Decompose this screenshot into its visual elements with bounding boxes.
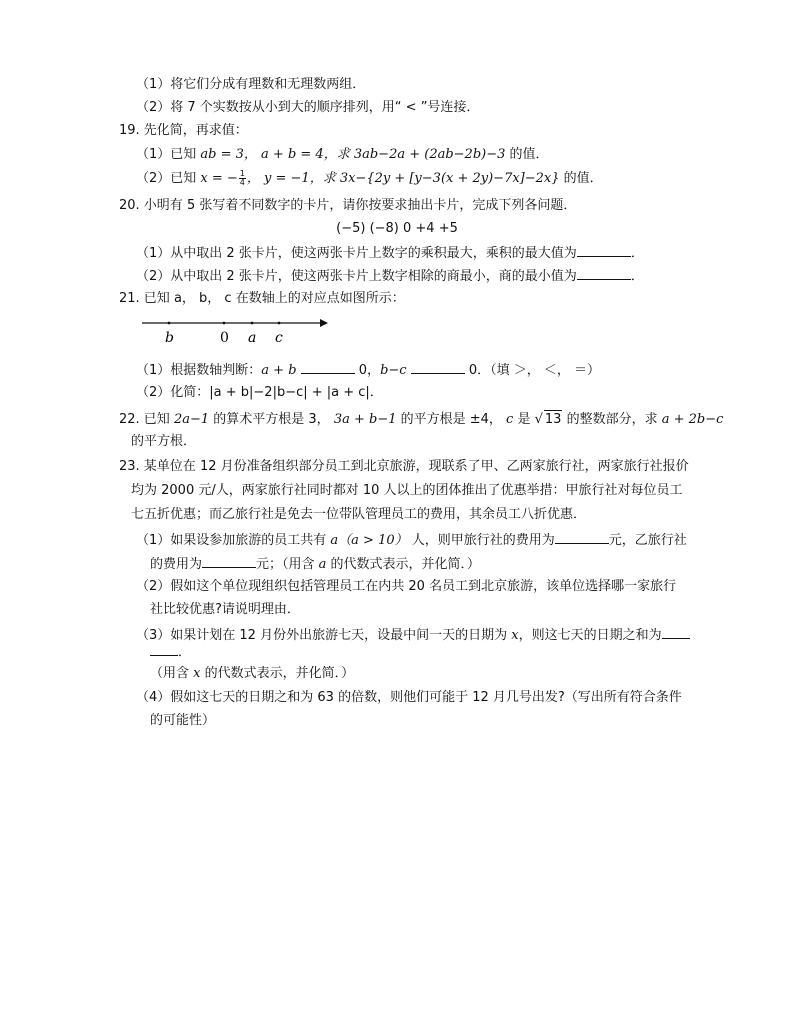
q23-part3-line2: [150, 642, 191, 662]
q22-lead: 22. 已知: [119, 412, 174, 427]
q23-part2-line2: 社比较优惠?请说明理由．: [150, 602, 300, 617]
q23-part1-text3: 的费用为: [150, 557, 203, 572]
q18-part1: （1）将它们分成有理数和无理数两组．: [136, 77, 366, 92]
point-0: [223, 322, 226, 325]
q23-part1-line2: [150, 554, 480, 574]
q19-part1-tail: 的值．: [505, 147, 549, 162]
answer-blank: [411, 360, 465, 374]
q23-part1-lead: （1）如果设参加旅游的员工共有: [136, 533, 331, 548]
q23-part3-lead: （3）如果计划在 12 月份外出旅游七天，设最中间一天的日期为: [136, 628, 512, 643]
q21-part1: [136, 360, 600, 380]
q22-expr2: 3a + b−1: [333, 412, 397, 427]
q23-part3-note: [150, 665, 354, 683]
q23-part1-text4: 元；（用含: [256, 557, 319, 572]
q19-part1: [136, 146, 549, 164]
q23-note-lead: （用含: [150, 666, 194, 681]
q23-part2-line1: （2）假如这个单位现组织包括管理员工在内共 20 名员工到北京旅游，该单位选择哪一家旅行: [136, 579, 677, 594]
answer-blank: [555, 530, 609, 544]
q23-note-tail: 的代数式表示，并化简．）: [200, 666, 355, 681]
q19-part2-tail: 的值．: [559, 171, 603, 186]
q19-fraction: [239, 170, 246, 187]
q19-part2-lead: （2）已知: [136, 171, 201, 186]
q20-title: 20. 小明有 5 张写着不同数字的卡片，请你按要求抽出卡片，完成下列各问题．: [119, 198, 577, 213]
fraction-numerator: 1: [239, 169, 245, 178]
answer-blank: [202, 554, 256, 568]
q20-part2: [136, 266, 644, 286]
q23-part4-line2: 的可能性）: [150, 713, 216, 728]
q21-expr1: a + b: [261, 363, 297, 378]
sqrt-icon: √: [534, 412, 543, 427]
q21-expr2: b−c: [380, 363, 407, 378]
number-line-figure: [136, 312, 336, 346]
q21-part1-lead: （1）根据数轴判断：: [136, 363, 262, 378]
q23-var-a: a（a > 10）: [330, 533, 408, 548]
q20-part1-end: ．: [630, 246, 644, 261]
q19-part2-x: x = −: [200, 171, 238, 186]
q22-text4: 的整数部分，求: [562, 412, 662, 427]
q23-part1-text: 人，则甲旅行社的费用为: [407, 533, 555, 548]
q22-text3: 是: [513, 412, 535, 427]
axis-arrow-icon: [320, 319, 328, 327]
q21-part1-mid: 0，: [354, 363, 381, 378]
q23-part1-text5: 的代数式表示，并化简．）: [326, 557, 481, 572]
q23-part3-line1: [136, 625, 690, 645]
q19-part1-expr: ab = 3， a + b = 4，求 3ab−2a + (2ab−2b)−3: [200, 147, 506, 162]
answer-blank: [577, 243, 631, 257]
fraction-denominator: 4: [239, 178, 245, 187]
q22-sqrt-value: 13: [544, 412, 562, 427]
label-c: c: [275, 330, 283, 346]
q20-part1-text: （1）从中取出 2 张卡片，使这两张卡片上数字的乘积最大，乘积的最大值为: [136, 246, 577, 261]
q21-part1-end: 0．（填 ＞， ＜， ＝）: [464, 363, 601, 378]
q23-part4-line1: （4）假如这七天的日期之和为 63 的倍数，则他们可能于 12 月几号出发?（写出所有符合条件: [136, 690, 682, 705]
q23-var-a2: a: [318, 557, 327, 572]
q22-line2: 的平方根．: [131, 434, 197, 449]
q22-expr1: 2a−1: [173, 412, 210, 427]
answer-blank: [662, 625, 690, 639]
q19-title: 19. 先化简，再求值：: [119, 123, 248, 138]
answer-blank: [150, 642, 178, 656]
q23-part1-text2: 元，乙旅行社: [608, 533, 687, 548]
q23-line2: 均为 2000 元/人，两家旅行社同时都对 10 人以上的团体推出了优惠举措：甲旅行社对每位员工: [131, 483, 683, 498]
q23-line1: 23. 某单位在 12 月份准备组织部分员工到北京旅游，现联系了甲、乙两家旅行社，两家旅行社报价: [119, 459, 689, 474]
q22-text1: 的算术平方根是 3，: [209, 412, 334, 427]
q20-part2-end: ．: [630, 269, 644, 284]
point-c: [278, 322, 281, 325]
q20-part2-text: （2）从中取出 2 张卡片，使这两张卡片上数字相除的商最小，商的最小值为: [136, 269, 577, 284]
q18-part2: （2）将 7 个实数按从小到大的顺序排列，用“ < ”号连接．: [136, 100, 480, 115]
label-a: a: [248, 330, 257, 346]
label-0: 0: [220, 330, 229, 346]
q22-line1: [119, 410, 723, 429]
q22-expr3: a + 2b−c: [661, 412, 724, 427]
q20-part1: [136, 243, 644, 263]
q21-part2: （2）化简：|a + b|−2|b−c| + |a + c|．: [136, 385, 383, 400]
q23-line3: 七五折优惠；而乙旅行社是免去一位带队管理员工的费用，其余员工八折优惠．: [131, 507, 587, 522]
q23-var-x: x: [511, 628, 519, 643]
point-b: [168, 322, 171, 325]
label-b: b: [165, 330, 174, 346]
q19-part1-lead: （1）已知: [136, 147, 201, 162]
q19-part2: [136, 170, 603, 188]
q21-title: 21. 已知 a， b， c 在数轴上的对应点如图所示：: [119, 291, 405, 306]
q22-var-c: c: [506, 412, 514, 427]
q20-cards: (−5) (−8) 0 +4 +5: [336, 221, 458, 236]
answer-blank: [577, 266, 631, 280]
q23-part3-text: ，则这七天的日期之和为: [518, 628, 662, 643]
q23-part1-line1: [136, 530, 687, 550]
answer-blank: [301, 360, 355, 374]
q23-part3-end: ．: [178, 645, 192, 660]
point-a: [251, 322, 254, 325]
q19-part2-expr: ， y = −1，求 3x−{2y + [y−3(x + 2y)−7x]−2x}: [246, 171, 560, 186]
q23-note-var: x: [193, 666, 201, 681]
q22-text2: 的平方根是 ±4，: [396, 412, 507, 427]
